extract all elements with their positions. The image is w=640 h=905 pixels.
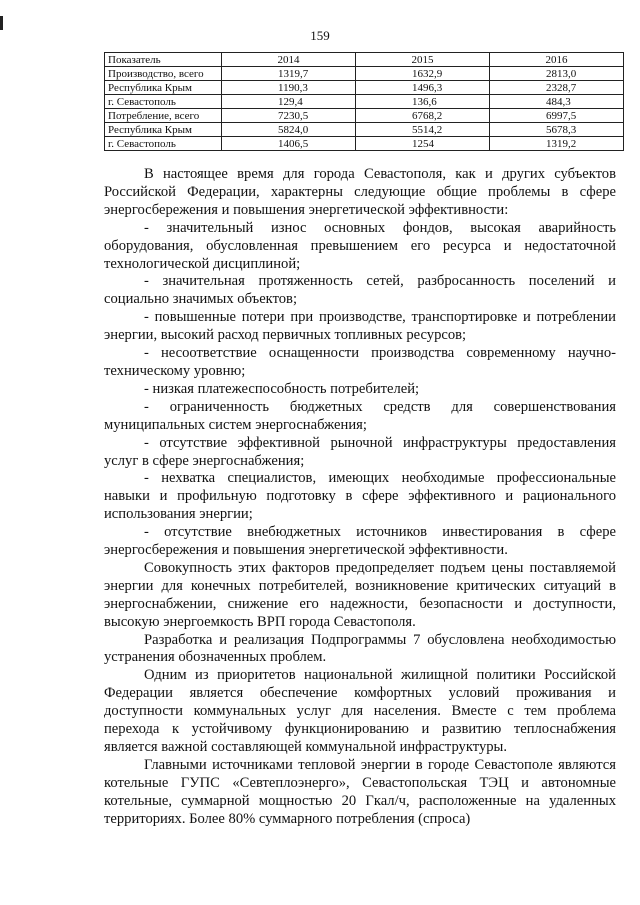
- header-2016: 2016: [490, 53, 624, 67]
- paragraph: Одним из приоритетов национальной жилищной политики Российской Федерации является обеспечение комфортных условий проживания и доступности коммунальных услуг для населения. Вместе с тем проблема перехода к устойчивому функционированию и развитию теплоснабжения является важной составляющей коммунальной инфраструктуры.: [104, 667, 616, 755]
- cell-value: 136,6: [356, 95, 490, 109]
- energy-table: [104, 52, 624, 151]
- cell-value: 5824,0: [222, 123, 356, 137]
- cell-value: 129,4: [222, 95, 356, 109]
- list-item: - нехватка специалистов, имеющих необходимые профессиональные навыки и профильную подготовку в сфере эффективного и рационального использования энергии;: [104, 470, 616, 523]
- cell-value: 1496,3: [356, 81, 490, 95]
- cell-value: 7230,5: [222, 109, 356, 123]
- table-row: [105, 109, 624, 123]
- cell-value: 6997,5: [490, 109, 624, 123]
- list-item: - отсутствие эффективной рыночной инфраструктуры предоставления услуг в сфере энергоснабжения;: [104, 434, 616, 469]
- page-number: 159: [310, 28, 330, 43]
- table-row: [105, 95, 624, 109]
- paragraph: Главными источниками тепловой энергии в городе Севастополе являются котельные ГУПС «Севтеплоэнерго», Севастопольская ТЭЦ и автономные котельные, суммарной мощностью 20 Гкал/ч, расположенные на удаленных территориях. Более 80% суммарного потребления (спроса): [104, 756, 616, 827]
- cell-value: 1632,9: [356, 67, 490, 81]
- list-item: - повышенные потери при производстве, транспортировке и потреблении энергии, высокий расход первичных топливных ресурсов;: [104, 309, 616, 344]
- row-label: г. Севастополь: [105, 95, 222, 109]
- list-item: - несоответствие оснащенности производства современному научно-техническому уровню;: [104, 345, 616, 379]
- body-text: [104, 166, 616, 829]
- list-item: - значительная протяженность сетей, разбросанность поселений и социально значимых объектов;: [104, 273, 616, 308]
- cell-value: 1319,2: [490, 137, 624, 151]
- paragraph: Разработка и реализация Подпрограммы 7 обусловлена необходимостью устранения обозначенных проблем.: [104, 631, 616, 666]
- table-row: [105, 81, 624, 95]
- cell-value: 5678,3: [490, 123, 624, 137]
- list-item: - отсутствие внебюджетных источников инвестирования в сфере энергосбережения и повышения энергетической эффективности.: [104, 524, 616, 559]
- cell-value: 2813,0: [490, 67, 624, 81]
- cell-value: 5514,2: [356, 123, 490, 137]
- table-row: [105, 123, 624, 137]
- cell-value: 2328,7: [490, 81, 624, 95]
- row-label: Республика Крым: [105, 81, 222, 95]
- table-header-row: [105, 53, 624, 67]
- cell-value: 484,3: [490, 95, 624, 109]
- row-label: Производство, всего: [105, 67, 222, 81]
- list-item: - ограниченность бюджетных средств для совершенствования муниципальных систем энергоснабжения;: [104, 398, 616, 433]
- table-row: [105, 137, 624, 151]
- cell-value: 1254: [356, 137, 490, 151]
- cell-value: 1319,7: [222, 67, 356, 81]
- cell-value: 1190,3: [222, 81, 356, 95]
- header-2015: 2015: [356, 53, 490, 67]
- row-label: г. Севастополь: [105, 137, 222, 151]
- row-label: Потребление, всего: [105, 109, 222, 123]
- cell-value: 1406,5: [222, 137, 356, 151]
- list-item: - низкая платежеспособность потребителей;: [144, 380, 420, 397]
- cell-value: 6768,2: [356, 109, 490, 123]
- table-row: [105, 67, 624, 81]
- paragraph: В настоящее время для города Севастополя, как и других субъектов Российской Федерации, характерны следующие общие проблемы в сфере энергосбережения и повышения энергетической эффективности:: [104, 166, 616, 218]
- row-label: Республика Крым: [105, 123, 222, 137]
- header-2014: 2014: [222, 53, 356, 67]
- header-indicator: Показатель: [105, 53, 222, 67]
- list-item: - значительный износ основных фондов, высокая аварийность оборудования, обусловленная превышением его ресурса и недостаточной технологической дисциплиной;: [104, 219, 616, 272]
- paragraph: Совокупность этих факторов предопределяет подъем цены поставляемой энергии для конечных потребителей, возникновение критических ситуаций в энергоснабжении, снижение его надежности, безопасности и доступности, высокую энергоемкость ВРП города Севастополя.: [104, 559, 616, 630]
